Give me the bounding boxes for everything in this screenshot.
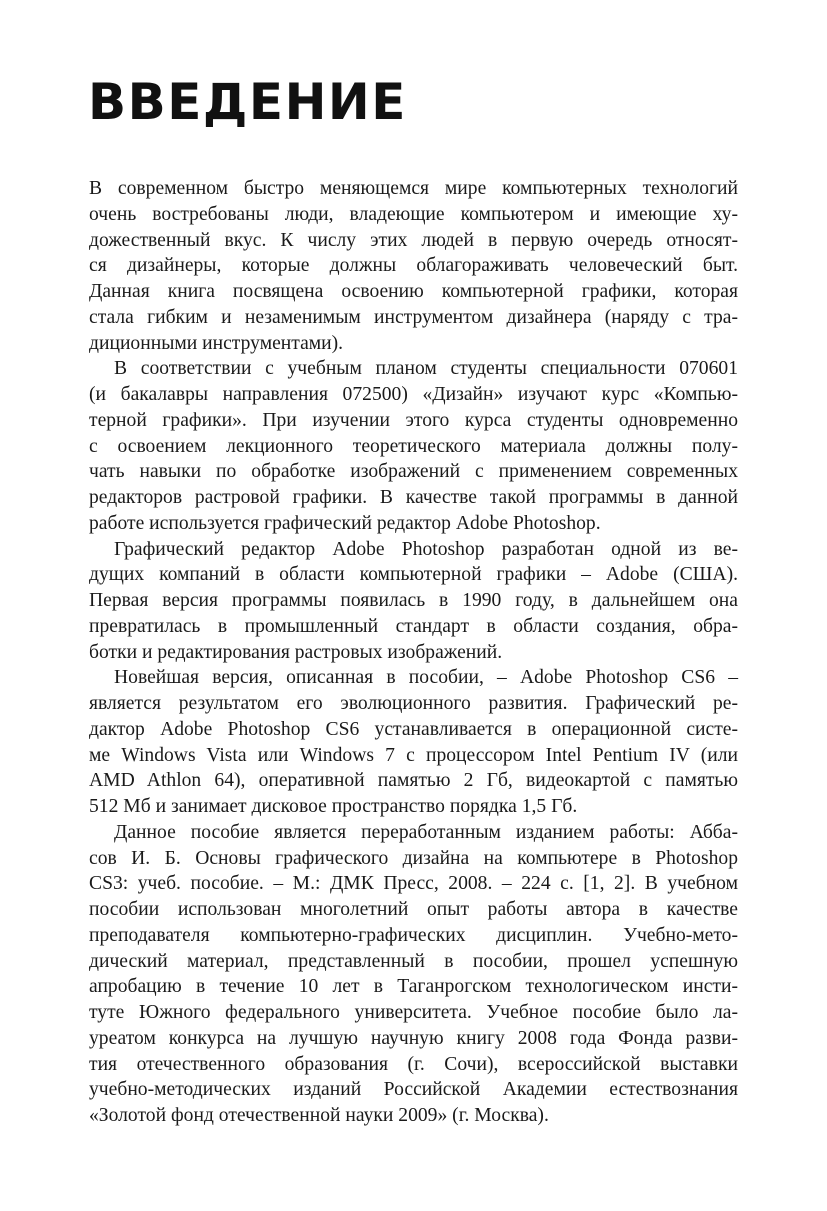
text-line: редакторов растровой графики. В качестве такой программы в данной [89, 487, 738, 508]
text-line: тия отечественного образования (г. Сочи), всероссийской выставки [89, 1053, 738, 1075]
text-line: AMD Athlon 64), оперативной памятью 2 Гб, видеокартой с памятью [89, 770, 738, 792]
paragraph-3 [89, 537, 738, 666]
text-line: пособии использован многолетний опыт работы автора в качестве [89, 899, 738, 920]
text-line: очень востребованы люди, владеющие компьютером и имеющие ху- [89, 203, 738, 225]
text-line: уреатом конкурса на лучшую научную книгу 2008 года Фонда разви- [89, 1027, 738, 1049]
text-line: Графический редактор Adobe Photoshop разработан одной из ве- [114, 538, 738, 560]
text-line: учебно-методических изданий Российской Академии естествознания [89, 1079, 738, 1101]
text-line: сов И. Б. Основы графического дизайна на компьютере в Photoshop [89, 847, 738, 869]
page-title: ВВЕДЕНИЕ [88, 73, 407, 131]
text-line: чать навыки по обработке изображений с применением современных [89, 461, 738, 483]
paragraph-5 [89, 820, 738, 1129]
text-line: стала гибким и незаменимым инструментом дизайнера (наряду с тра- [89, 306, 738, 328]
text-line: В современном быстро меняющемся мире компьютерных технологий [89, 178, 738, 199]
text-line: преподавателя компьютерно-графических дисциплин. Учебно-мето- [89, 924, 738, 946]
text-line: (и бакалавры направления 072500) «Дизайн» изучают курс «Компью- [89, 384, 738, 405]
paragraph-1 [89, 176, 738, 356]
text-line: терной графики». При изучении этого курса студенты одновременно [89, 409, 738, 431]
body-text [89, 176, 738, 1129]
text-line: «Золотой фонд отечественной науки 2009» (г. Москва). [89, 1105, 549, 1126]
text-line: является результатом его эволюционного развития. Графический ре- [89, 693, 738, 714]
paragraph-2 [89, 356, 738, 536]
text-line: с освоением лекционного теоретического материала должны полу- [89, 435, 738, 457]
paragraph-4 [89, 665, 738, 820]
text-line: ме Windows Vista или Windows 7 с процессором Intel Pentium IV (или [89, 744, 738, 766]
text-line: Данная книга посвящена освоению компьютерной графики, которая [89, 281, 738, 302]
text-line: В соответствии с учебным планом студенты специальности 070601 [114, 358, 738, 380]
text-line: 512 Мб и занимает дисковое пространство порядка 1,5 Гб. [89, 796, 578, 817]
text-line: диционными инструментами). [89, 332, 344, 354]
text-line: дический материал, представленный в пособии, прошел успешную [89, 950, 738, 972]
text-line: дактор Adobe Photoshop CS6 устанавливается в операционной систе- [89, 718, 738, 740]
text-line: дущих компаний в области компьютерной графики – Adobe (США). [89, 564, 738, 586]
text-line: дожественный вкус. К числу этих людей в первую очередь относят- [89, 229, 738, 251]
text-line: работе используется графический редактор Adobe Photoshop. [89, 512, 601, 534]
text-line: Данное пособие является переработанным изданием работы: Абба- [114, 821, 738, 843]
text-line: ся дизайнеры, которые должны облагораживать человеческий быт. [89, 255, 738, 277]
text-line: CS3: учеб. пособие. – М.: ДМК Пресс, 2008. – 224 с. [1, 2]. В учебном [89, 873, 738, 895]
text-line: ботки и редактирования растровых изображений. [89, 641, 503, 663]
text-line: Новейшая версия, описанная в пособии, – Adobe Photoshop CS6 – [114, 667, 738, 689]
text-line: превратилась в промышленный стандарт в области создания, обра- [89, 615, 738, 637]
text-line: туте Южного федерального университета. Учебное пособие было ла- [89, 1002, 738, 1023]
text-line: Первая версия программы появилась в 1990 году, в дальнейшем она [89, 590, 738, 611]
text-line: апробацию в течение 10 лет в Таганрогском технологическом инсти- [89, 976, 738, 998]
